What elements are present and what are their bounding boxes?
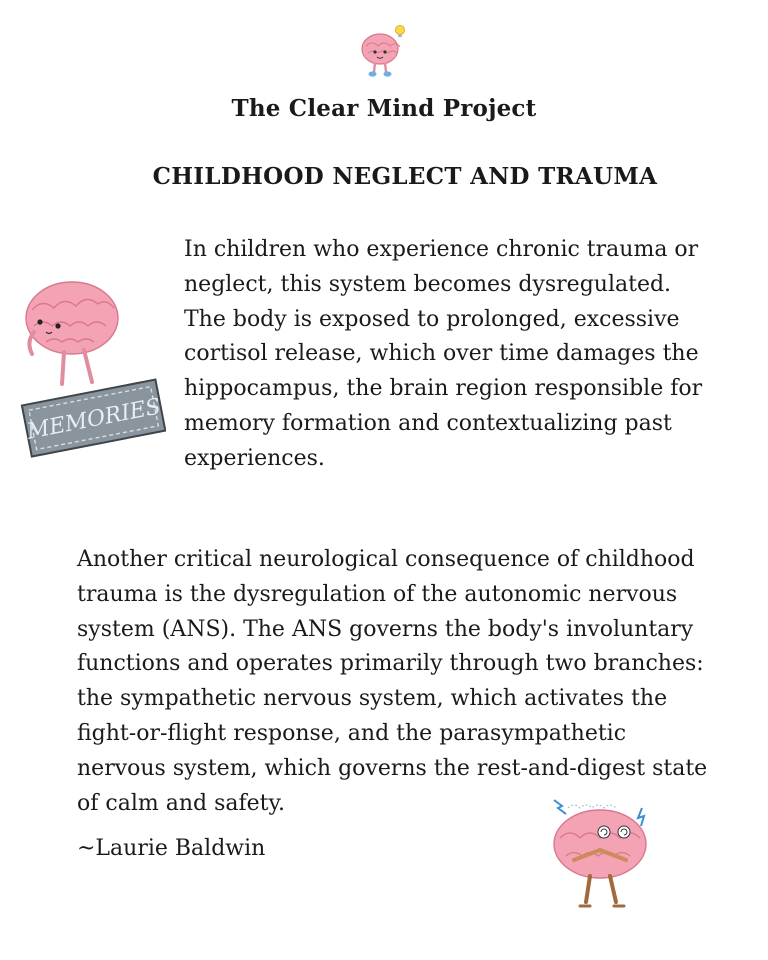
project-title: The Clear Mind Project	[231, 95, 537, 122]
section-heading: CHILDHOOD NEGLECT AND TRAUMA	[152, 163, 658, 190]
stressed-brain-icon	[544, 790, 656, 910]
brain-logo-icon	[356, 22, 408, 80]
paragraph-2: Another critical neurological consequence of childhood trauma is the dysregulation of the autonomic nervous system (ANS). The ANS governs the body's involuntary functions and operates primarily through two branches: the sympathetic nervous system, which activates the fight-or-flight response, and the parasympathetic nervous system, which governs the rest-and-digest state of calm and safety.	[77, 547, 708, 816]
author-signature: ~Laurie Baldwin	[77, 836, 266, 861]
sign-label: MEMORIES	[24, 394, 163, 445]
brain-memories-sign-icon	[16, 272, 166, 462]
paragraph-1: In children who experience chronic trauma or neglect, this system becomes dysregulated. The body is exposed to prolonged, excessive cortisol release, which over time damages the hippocampus, the brain region responsible for memory formation and contextualizing past experiences.	[184, 237, 703, 471]
